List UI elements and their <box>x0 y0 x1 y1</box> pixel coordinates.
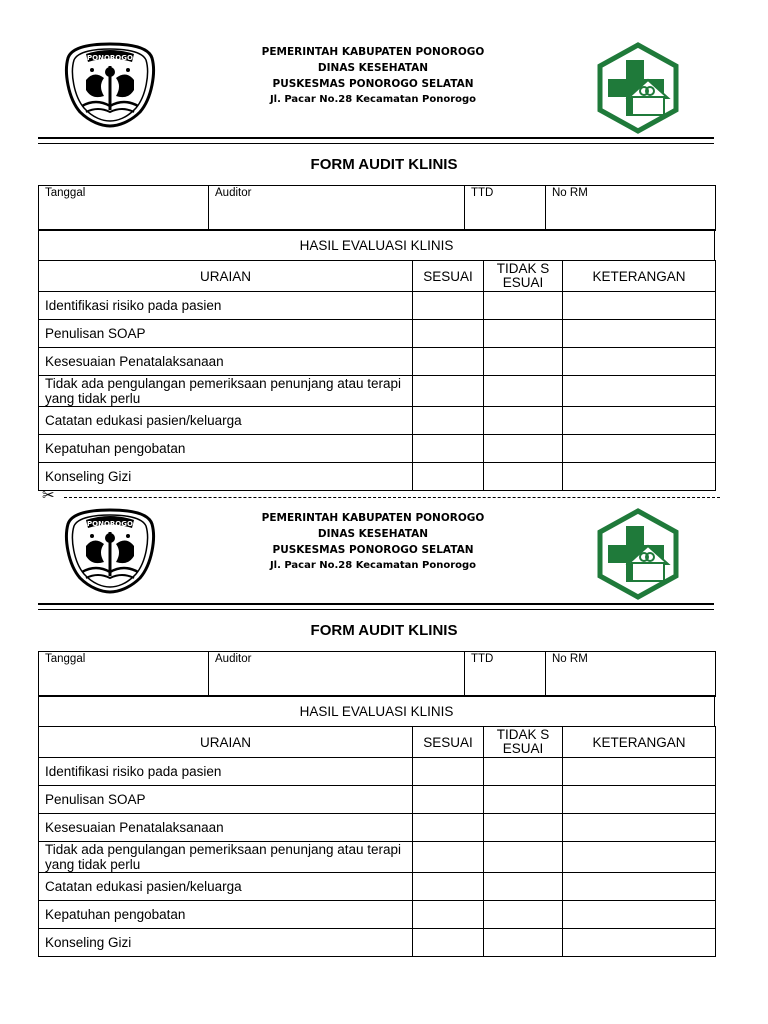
sesuai-cell[interactable] <box>413 407 484 435</box>
government-name: PEMERINTAH KABUPATEN PONOROGO <box>261 46 485 58</box>
tanggal-field[interactable] <box>39 186 209 231</box>
auditor-field[interactable] <box>209 186 465 231</box>
table-row <box>39 929 716 957</box>
auditor-label: Auditor <box>215 653 252 665</box>
section-title-table <box>38 695 715 727</box>
form-copy-1 <box>0 0 768 490</box>
tidak-sesuai-cell[interactable] <box>484 320 563 348</box>
keterangan-cell[interactable] <box>563 320 716 348</box>
keterangan-cell[interactable] <box>563 786 716 814</box>
header-rule-thin <box>38 609 714 610</box>
form-title: FORM AUDIT KLINIS <box>310 156 458 173</box>
tidak-sesuai-cell[interactable] <box>484 842 563 873</box>
svg-text:PONOROGO: PONOROGO <box>87 54 133 62</box>
ttd-field[interactable] <box>465 186 546 231</box>
scissors-icon: ✂ <box>42 487 55 504</box>
col-keterangan: KETERANGAN <box>563 261 716 292</box>
keterangan-cell[interactable] <box>563 814 716 842</box>
row-label: Catatan edukasi pasien/keluarga <box>39 407 413 435</box>
no-rm-field[interactable] <box>546 652 716 697</box>
table-row <box>39 786 716 814</box>
clinic-address: Jl. Pacar No.28 Kecamatan Ponorogo <box>269 560 477 571</box>
row-label: Tidak ada pengulangan pemeriksaan penunjang atau terapi yang tidak perlu <box>39 376 413 407</box>
ttd-label: TTD <box>471 653 494 665</box>
tidak-sesuai-cell[interactable] <box>484 873 563 901</box>
letterhead <box>0 466 768 606</box>
tidak-sesuai-cell[interactable] <box>484 407 563 435</box>
no-rm-label: No RM <box>552 187 588 199</box>
tidak-sesuai-cell[interactable] <box>484 435 563 463</box>
tanggal-field[interactable] <box>39 652 209 697</box>
ttd-field[interactable] <box>465 652 546 697</box>
auditor-field[interactable] <box>209 652 465 697</box>
col-sesuai: SESUAI <box>413 261 484 292</box>
keterangan-cell[interactable] <box>563 435 716 463</box>
puskesmas-cross-logo-icon <box>592 42 684 134</box>
clinic-address: Jl. Pacar No.28 Kecamatan Ponorogo <box>269 94 477 105</box>
sesuai-cell[interactable] <box>413 348 484 376</box>
row-label: Identifikasi risiko pada pasien <box>39 758 413 786</box>
form-title: FORM AUDIT KLINIS <box>310 622 458 639</box>
row-label: Kepatuhan pengobatan <box>39 901 413 929</box>
tidak-sesuai-cell[interactable] <box>484 292 563 320</box>
keterangan-cell[interactable] <box>563 842 716 873</box>
tanggal-label: Tanggal <box>45 187 86 199</box>
sesuai-cell[interactable] <box>413 320 484 348</box>
row-label: Kepatuhan pengobatan <box>39 435 413 463</box>
keterangan-cell[interactable] <box>563 348 716 376</box>
tidak-sesuai-cell[interactable] <box>484 814 563 842</box>
sesuai-cell[interactable] <box>413 842 484 873</box>
keterangan-cell[interactable] <box>563 292 716 320</box>
no-rm-field[interactable] <box>546 186 716 231</box>
row-label: Kesesuaian Penatalaksanaan <box>39 348 413 376</box>
letterhead <box>0 0 768 140</box>
row-label: Penulisan SOAP <box>39 786 413 814</box>
keterangan-cell[interactable] <box>563 758 716 786</box>
section-title: HASIL EVALUASI KLINIS <box>39 696 715 727</box>
col-keterangan: KETERANGAN <box>563 727 716 758</box>
row-label: Kesesuaian Penatalaksanaan <box>39 814 413 842</box>
regency-emblem-icon <box>64 40 156 128</box>
letterhead-text <box>200 44 546 108</box>
row-label: Konseling Gizi <box>39 929 413 957</box>
agency-name: DINAS KESEHATAN <box>317 528 429 540</box>
evaluation-table <box>38 260 716 491</box>
table-row <box>39 376 716 407</box>
keterangan-cell[interactable] <box>563 873 716 901</box>
tidak-sesuai-cell[interactable] <box>484 786 563 814</box>
col-uraian: URAIAN <box>39 727 413 758</box>
audit-info-table <box>38 185 716 231</box>
keterangan-cell[interactable] <box>563 376 716 407</box>
col-uraian: URAIAN <box>39 261 413 292</box>
header-rule-thin <box>38 143 714 144</box>
table-row <box>39 292 716 320</box>
section-title-table <box>38 229 715 261</box>
clinic-name: PUSKESMAS PONOROGO SELATAN <box>272 78 474 90</box>
tidak-sesuai-cell[interactable] <box>484 929 563 957</box>
auditor-label: Auditor <box>215 187 252 199</box>
sesuai-cell[interactable] <box>413 435 484 463</box>
table-row <box>39 435 716 463</box>
section-title: HASIL EVALUASI KLINIS <box>39 230 715 261</box>
clinic-name: PUSKESMAS PONOROGO SELATAN <box>272 544 474 556</box>
tidak-sesuai-cell[interactable] <box>484 376 563 407</box>
row-label: Identifikasi risiko pada pasien <box>39 292 413 320</box>
header-rule-thick <box>38 603 714 605</box>
ttd-label: TTD <box>471 187 494 199</box>
puskesmas-cross-logo-icon <box>592 508 684 600</box>
tanggal-label: Tanggal <box>45 653 86 665</box>
keterangan-cell[interactable] <box>563 407 716 435</box>
sesuai-cell[interactable] <box>413 786 484 814</box>
tidak-sesuai-cell[interactable] <box>484 901 563 929</box>
table-row <box>39 901 716 929</box>
sesuai-cell[interactable] <box>413 758 484 786</box>
keterangan-cell[interactable] <box>563 929 716 957</box>
table-row <box>39 873 716 901</box>
table-row <box>39 320 716 348</box>
sesuai-cell[interactable] <box>413 814 484 842</box>
government-name: PEMERINTAH KABUPATEN PONOROGO <box>261 512 485 524</box>
row-label: Tidak ada pengulangan pemeriksaan penunjang atau terapi yang tidak perlu <box>39 842 413 873</box>
col-tidak-sesuai: TIDAK S ESUAI <box>484 261 563 292</box>
no-rm-label: No RM <box>552 653 588 665</box>
row-label: Konseling Gizi <box>39 463 413 491</box>
col-sesuai: SESUAI <box>413 727 484 758</box>
table-row <box>39 407 716 435</box>
sesuai-cell[interactable] <box>413 901 484 929</box>
col-tidak-sesuai: TIDAK S ESUAI <box>484 727 563 758</box>
evaluation-table <box>38 726 716 957</box>
keterangan-cell[interactable] <box>563 901 716 929</box>
regency-emblem-icon <box>64 506 156 594</box>
table-row <box>39 814 716 842</box>
header-rule-thick <box>38 137 714 139</box>
sesuai-cell[interactable] <box>413 873 484 901</box>
tidak-sesuai-cell[interactable] <box>484 348 563 376</box>
row-label: Catatan edukasi pasien/keluarga <box>39 873 413 901</box>
table-row <box>39 842 716 873</box>
sesuai-cell[interactable] <box>413 376 484 407</box>
sesuai-cell[interactable] <box>413 292 484 320</box>
svg-text:PONOROGO: PONOROGO <box>87 520 133 528</box>
table-row <box>39 348 716 376</box>
form-copy-2 <box>0 466 768 966</box>
audit-info-table <box>38 651 716 697</box>
row-label: Penulisan SOAP <box>39 320 413 348</box>
sesuai-cell[interactable] <box>413 929 484 957</box>
tidak-sesuai-cell[interactable] <box>484 758 563 786</box>
letterhead-text <box>200 510 546 574</box>
agency-name: DINAS KESEHATAN <box>317 62 429 74</box>
table-row <box>39 758 716 786</box>
